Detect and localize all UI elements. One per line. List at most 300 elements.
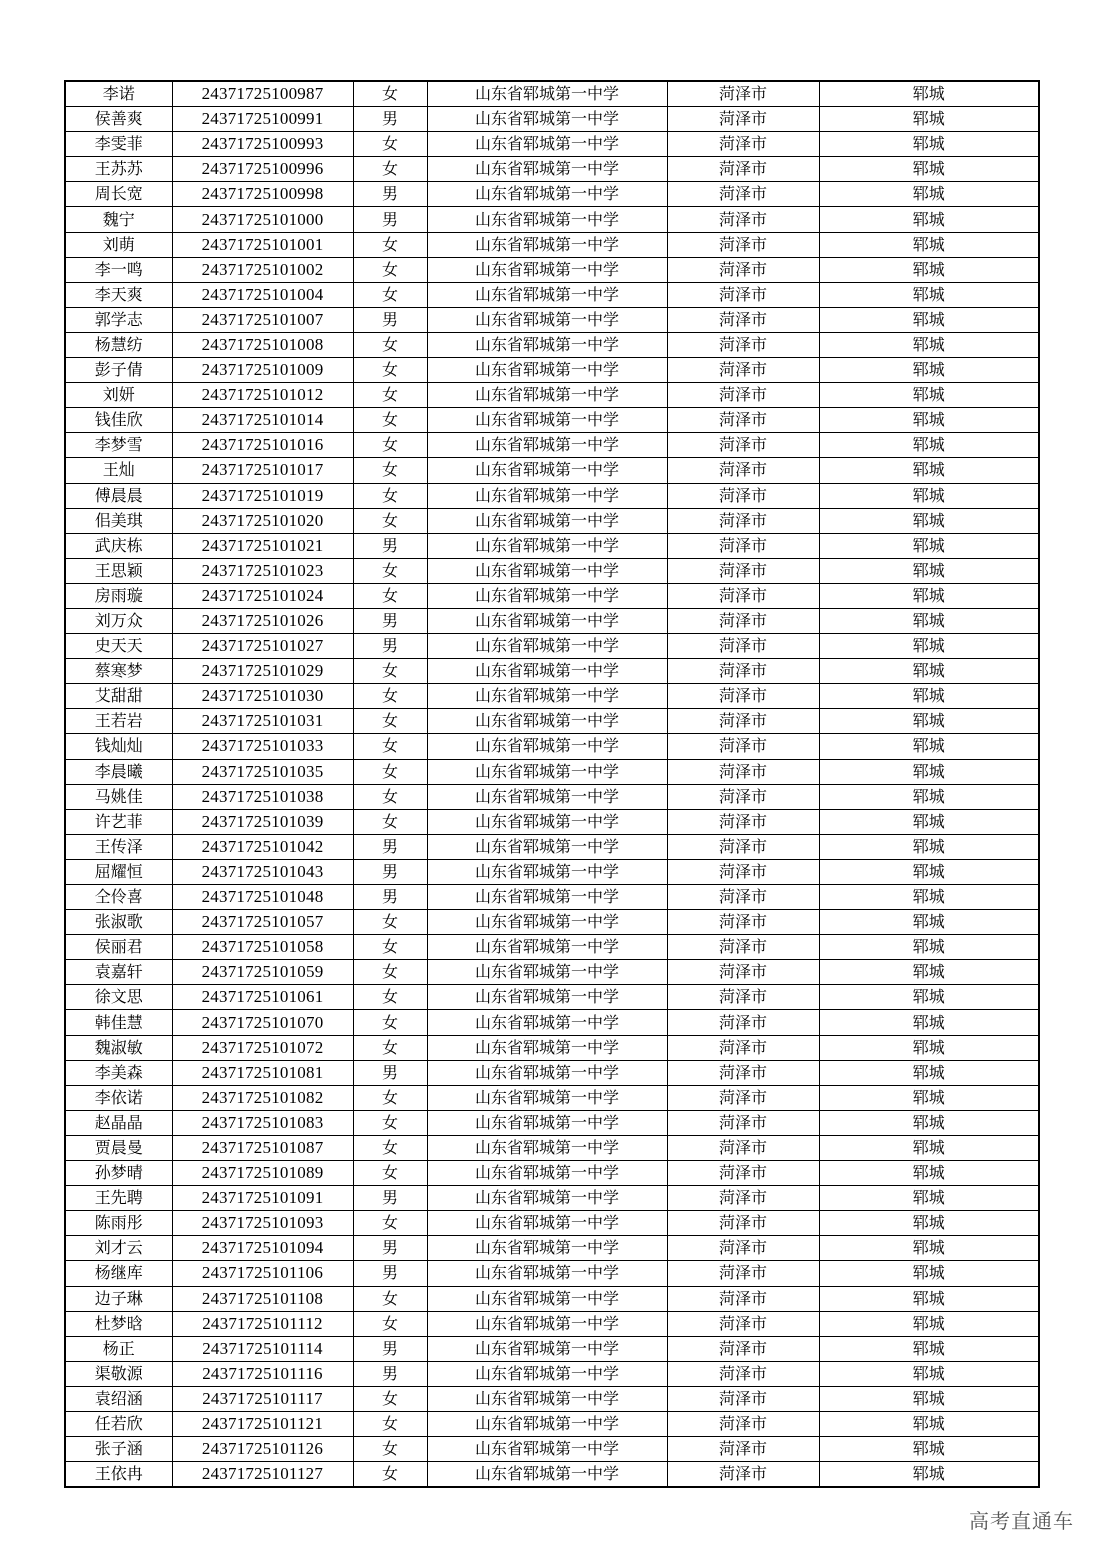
- exam-id-cell: 24371725101009: [172, 358, 353, 383]
- school-cell: 山东省郓城第一中学: [427, 734, 667, 759]
- gender-cell: 女: [353, 157, 427, 182]
- city-cell: 菏泽市: [667, 834, 819, 859]
- student-name-cell: 周长宽: [65, 182, 172, 207]
- gender-cell: 女: [353, 734, 427, 759]
- county-cell: 郓城: [819, 257, 1039, 282]
- exam-id-cell: 24371725101026: [172, 608, 353, 633]
- school-cell: 山东省郓城第一中学: [427, 1186, 667, 1211]
- table-row: [65, 282, 1039, 307]
- county-cell: 郓城: [819, 383, 1039, 408]
- school-cell: 山东省郓城第一中学: [427, 1161, 667, 1186]
- table-row: [65, 935, 1039, 960]
- student-name-cell: 杨正: [65, 1336, 172, 1361]
- exam-id-cell: 24371725101012: [172, 383, 353, 408]
- school-cell: 山东省郓城第一中学: [427, 1035, 667, 1060]
- county-cell: 郓城: [819, 1462, 1039, 1488]
- student-name-cell: 仝伶喜: [65, 885, 172, 910]
- gender-cell: 男: [353, 859, 427, 884]
- table-row: [65, 910, 1039, 935]
- exam-id-cell: 24371725101019: [172, 483, 353, 508]
- school-cell: 山东省郓城第一中学: [427, 1411, 667, 1436]
- city-cell: 菏泽市: [667, 985, 819, 1010]
- city-cell: 菏泽市: [667, 1085, 819, 1110]
- watermark-text: 高考直通车: [969, 1509, 1074, 1533]
- table-row: [65, 533, 1039, 558]
- school-cell: 山东省郓城第一中学: [427, 558, 667, 583]
- table-row: [65, 809, 1039, 834]
- exam-id-cell: 24371725101033: [172, 734, 353, 759]
- city-cell: 菏泽市: [667, 533, 819, 558]
- table-row: [65, 433, 1039, 458]
- student-name-cell: 刘万众: [65, 608, 172, 633]
- county-cell: 郓城: [819, 1060, 1039, 1085]
- county-cell: 郓城: [819, 759, 1039, 784]
- exam-id-cell: 24371725101020: [172, 508, 353, 533]
- city-cell: 菏泽市: [667, 558, 819, 583]
- county-cell: 郓城: [819, 232, 1039, 257]
- county-cell: 郓城: [819, 81, 1039, 107]
- gender-cell: 女: [353, 1010, 427, 1035]
- city-cell: 菏泽市: [667, 583, 819, 608]
- school-cell: 山东省郓城第一中学: [427, 1311, 667, 1336]
- city-cell: 菏泽市: [667, 207, 819, 232]
- student-name-cell: 袁绍涵: [65, 1386, 172, 1411]
- gender-cell: 男: [353, 1060, 427, 1085]
- city-cell: 菏泽市: [667, 408, 819, 433]
- table-row: [65, 1085, 1039, 1110]
- county-cell: 郓城: [819, 1236, 1039, 1261]
- school-cell: 山东省郓城第一中学: [427, 910, 667, 935]
- school-cell: 山东省郓城第一中学: [427, 784, 667, 809]
- exam-id-cell: 24371725101007: [172, 307, 353, 332]
- exam-id-cell: 24371725101127: [172, 1462, 353, 1488]
- exam-id-cell: 24371725101031: [172, 709, 353, 734]
- gender-cell: 女: [353, 1135, 427, 1160]
- gender-cell: 男: [353, 1336, 427, 1361]
- county-cell: 郓城: [819, 332, 1039, 357]
- gender-cell: 女: [353, 1035, 427, 1060]
- county-cell: 郓城: [819, 483, 1039, 508]
- county-cell: 郓城: [819, 985, 1039, 1010]
- exam-id-cell: 24371725101057: [172, 910, 353, 935]
- table-row: [65, 1462, 1039, 1488]
- exam-id-cell: 24371725101089: [172, 1161, 353, 1186]
- city-cell: 菏泽市: [667, 1336, 819, 1361]
- student-name-cell: 孙梦晴: [65, 1161, 172, 1186]
- table-row: [65, 458, 1039, 483]
- student-name-cell: 王苏苏: [65, 157, 172, 182]
- city-cell: 菏泽市: [667, 1462, 819, 1488]
- table-row: [65, 408, 1039, 433]
- city-cell: 菏泽市: [667, 734, 819, 759]
- exam-id-cell: 24371725100993: [172, 132, 353, 157]
- city-cell: 菏泽市: [667, 935, 819, 960]
- table-row: [65, 834, 1039, 859]
- student-name-cell: 李雯菲: [65, 132, 172, 157]
- exam-id-cell: 24371725101023: [172, 558, 353, 583]
- school-cell: 山东省郓城第一中学: [427, 1060, 667, 1085]
- gender-cell: 女: [353, 232, 427, 257]
- school-cell: 山东省郓城第一中学: [427, 935, 667, 960]
- table-row: [65, 1311, 1039, 1336]
- exam-id-cell: 24371725101001: [172, 232, 353, 257]
- student-name-cell: 贾晨曼: [65, 1135, 172, 1160]
- table-row: [65, 1261, 1039, 1286]
- gender-cell: 男: [353, 1186, 427, 1211]
- gender-cell: 女: [353, 1437, 427, 1462]
- city-cell: 菏泽市: [667, 859, 819, 884]
- school-cell: 山东省郓城第一中学: [427, 1286, 667, 1311]
- student-name-cell: 袁嘉轩: [65, 960, 172, 985]
- table-row: [65, 634, 1039, 659]
- city-cell: 菏泽市: [667, 1161, 819, 1186]
- county-cell: 郓城: [819, 1311, 1039, 1336]
- table-row: [65, 784, 1039, 809]
- city-cell: 菏泽市: [667, 1211, 819, 1236]
- county-cell: 郓城: [819, 433, 1039, 458]
- student-name-cell: 李一鸣: [65, 257, 172, 282]
- student-name-cell: 房雨璇: [65, 583, 172, 608]
- student-name-cell: 韩佳慧: [65, 1010, 172, 1035]
- gender-cell: 女: [353, 709, 427, 734]
- roster-body: [65, 81, 1039, 1487]
- county-cell: 郓城: [819, 458, 1039, 483]
- gender-cell: 男: [353, 207, 427, 232]
- school-cell: 山东省郓城第一中学: [427, 1236, 667, 1261]
- table-row: [65, 1361, 1039, 1386]
- school-cell: 山东省郓城第一中学: [427, 282, 667, 307]
- gender-cell: 女: [353, 132, 427, 157]
- gender-cell: 女: [353, 759, 427, 784]
- gender-cell: 女: [353, 358, 427, 383]
- gender-cell: 女: [353, 935, 427, 960]
- exam-id-cell: 24371725100996: [172, 157, 353, 182]
- exam-id-cell: 24371725101061: [172, 985, 353, 1010]
- table-row: [65, 207, 1039, 232]
- city-cell: 菏泽市: [667, 1010, 819, 1035]
- table-row: [65, 1060, 1039, 1085]
- gender-cell: 女: [353, 332, 427, 357]
- city-cell: 菏泽市: [667, 232, 819, 257]
- school-cell: 山东省郓城第一中学: [427, 1211, 667, 1236]
- county-cell: 郓城: [819, 1161, 1039, 1186]
- gender-cell: 女: [353, 910, 427, 935]
- city-cell: 菏泽市: [667, 483, 819, 508]
- table-row: [65, 985, 1039, 1010]
- exam-id-cell: 24371725101087: [172, 1135, 353, 1160]
- gender-cell: 男: [353, 107, 427, 132]
- table-row: [65, 508, 1039, 533]
- county-cell: 郓城: [819, 935, 1039, 960]
- gender-cell: 男: [353, 533, 427, 558]
- student-name-cell: 王思颖: [65, 558, 172, 583]
- county-cell: 郓城: [819, 1286, 1039, 1311]
- student-name-cell: 彭子倩: [65, 358, 172, 383]
- county-cell: 郓城: [819, 1211, 1039, 1236]
- student-name-cell: 陈雨彤: [65, 1211, 172, 1236]
- table-row: [65, 332, 1039, 357]
- school-cell: 山东省郓城第一中学: [427, 483, 667, 508]
- city-cell: 菏泽市: [667, 307, 819, 332]
- exam-id-cell: 24371725101035: [172, 759, 353, 784]
- city-cell: 菏泽市: [667, 1135, 819, 1160]
- exam-id-cell: 24371725101083: [172, 1110, 353, 1135]
- school-cell: 山东省郓城第一中学: [427, 809, 667, 834]
- gender-cell: 女: [353, 458, 427, 483]
- student-name-cell: 武庆栋: [65, 533, 172, 558]
- school-cell: 山东省郓城第一中学: [427, 985, 667, 1010]
- exam-id-cell: 24371725101058: [172, 935, 353, 960]
- school-cell: 山东省郓城第一中学: [427, 634, 667, 659]
- exam-id-cell: 24371725101030: [172, 684, 353, 709]
- county-cell: 郓城: [819, 859, 1039, 884]
- gender-cell: 男: [353, 608, 427, 633]
- table-row: [65, 1135, 1039, 1160]
- county-cell: 郓城: [819, 207, 1039, 232]
- table-row: [65, 1211, 1039, 1236]
- student-name-cell: 郭学志: [65, 307, 172, 332]
- table-row: [65, 1110, 1039, 1135]
- exam-id-cell: 24371725101039: [172, 809, 353, 834]
- exam-id-cell: 24371725101014: [172, 408, 353, 433]
- gender-cell: 女: [353, 1462, 427, 1488]
- county-cell: 郓城: [819, 809, 1039, 834]
- city-cell: 菏泽市: [667, 684, 819, 709]
- student-name-cell: 钱灿灿: [65, 734, 172, 759]
- school-cell: 山东省郓城第一中学: [427, 307, 667, 332]
- county-cell: 郓城: [819, 1437, 1039, 1462]
- county-cell: 郓城: [819, 533, 1039, 558]
- exam-id-cell: 24371725101106: [172, 1261, 353, 1286]
- school-cell: 山东省郓城第一中学: [427, 709, 667, 734]
- county-cell: 郓城: [819, 885, 1039, 910]
- table-row: [65, 608, 1039, 633]
- school-cell: 山东省郓城第一中学: [427, 859, 667, 884]
- table-row: [65, 684, 1039, 709]
- city-cell: 菏泽市: [667, 1286, 819, 1311]
- county-cell: 郓城: [819, 508, 1039, 533]
- county-cell: 郓城: [819, 684, 1039, 709]
- table-row: [65, 1286, 1039, 1311]
- school-cell: 山东省郓城第一中学: [427, 885, 667, 910]
- gender-cell: 男: [353, 634, 427, 659]
- county-cell: 郓城: [819, 784, 1039, 809]
- county-cell: 郓城: [819, 960, 1039, 985]
- exam-id-cell: 24371725100998: [172, 182, 353, 207]
- county-cell: 郓城: [819, 1411, 1039, 1436]
- exam-id-cell: 24371725101070: [172, 1010, 353, 1035]
- school-cell: 山东省郓城第一中学: [427, 408, 667, 433]
- student-name-cell: 王依冉: [65, 1462, 172, 1488]
- county-cell: 郓城: [819, 583, 1039, 608]
- gender-cell: 女: [353, 1386, 427, 1411]
- gender-cell: 女: [353, 1110, 427, 1135]
- city-cell: 菏泽市: [667, 1261, 819, 1286]
- table-row: [65, 709, 1039, 734]
- student-name-cell: 魏宁: [65, 207, 172, 232]
- city-cell: 菏泽市: [667, 759, 819, 784]
- gender-cell: 女: [353, 960, 427, 985]
- city-cell: 菏泽市: [667, 1437, 819, 1462]
- county-cell: 郓城: [819, 659, 1039, 684]
- gender-cell: 女: [353, 383, 427, 408]
- county-cell: 郓城: [819, 1386, 1039, 1411]
- student-name-cell: 渠敬源: [65, 1361, 172, 1386]
- county-cell: 郓城: [819, 834, 1039, 859]
- county-cell: 郓城: [819, 608, 1039, 633]
- table-row: [65, 1386, 1039, 1411]
- school-cell: 山东省郓城第一中学: [427, 1336, 667, 1361]
- school-cell: 山东省郓城第一中学: [427, 1135, 667, 1160]
- school-cell: 山东省郓城第一中学: [427, 659, 667, 684]
- gender-cell: 女: [353, 81, 427, 107]
- city-cell: 菏泽市: [667, 1386, 819, 1411]
- student-name-cell: 赵晶晶: [65, 1110, 172, 1135]
- student-name-cell: 王灿: [65, 458, 172, 483]
- gender-cell: 男: [353, 182, 427, 207]
- table-row: [65, 659, 1039, 684]
- exam-id-cell: 24371725101038: [172, 784, 353, 809]
- student-name-cell: 李晨曦: [65, 759, 172, 784]
- school-cell: 山东省郓城第一中学: [427, 257, 667, 282]
- city-cell: 菏泽市: [667, 1035, 819, 1060]
- gender-cell: 女: [353, 1286, 427, 1311]
- table-row: [65, 358, 1039, 383]
- gender-cell: 男: [353, 307, 427, 332]
- school-cell: 山东省郓城第一中学: [427, 1386, 667, 1411]
- city-cell: 菏泽市: [667, 282, 819, 307]
- county-cell: 郓城: [819, 1035, 1039, 1060]
- table-row: [65, 1010, 1039, 1035]
- student-name-cell: 李美森: [65, 1060, 172, 1085]
- gender-cell: 女: [353, 1161, 427, 1186]
- school-cell: 山东省郓城第一中学: [427, 1462, 667, 1488]
- student-name-cell: 刘萌: [65, 232, 172, 257]
- table-row: [65, 558, 1039, 583]
- gender-cell: 女: [353, 558, 427, 583]
- student-name-cell: 杜梦晗: [65, 1311, 172, 1336]
- county-cell: 郓城: [819, 408, 1039, 433]
- gender-cell: 女: [353, 1085, 427, 1110]
- school-cell: 山东省郓城第一中学: [427, 1261, 667, 1286]
- exam-id-cell: 24371725101094: [172, 1236, 353, 1261]
- student-name-cell: 傅晨晨: [65, 483, 172, 508]
- county-cell: 郓城: [819, 558, 1039, 583]
- city-cell: 菏泽市: [667, 709, 819, 734]
- table-row: [65, 1236, 1039, 1261]
- county-cell: 郓城: [819, 1110, 1039, 1135]
- exam-id-cell: 24371725101114: [172, 1336, 353, 1361]
- student-name-cell: 屈耀恒: [65, 859, 172, 884]
- school-cell: 山东省郓城第一中学: [427, 834, 667, 859]
- school-cell: 山东省郓城第一中学: [427, 458, 667, 483]
- student-name-cell: 魏淑敏: [65, 1035, 172, 1060]
- county-cell: 郓城: [819, 709, 1039, 734]
- table-row: [65, 885, 1039, 910]
- city-cell: 菏泽市: [667, 809, 819, 834]
- school-cell: 山东省郓城第一中学: [427, 232, 667, 257]
- city-cell: 菏泽市: [667, 1361, 819, 1386]
- gender-cell: 男: [353, 1236, 427, 1261]
- table-row: [65, 232, 1039, 257]
- city-cell: 菏泽市: [667, 608, 819, 633]
- city-cell: 菏泽市: [667, 332, 819, 357]
- city-cell: 菏泽市: [667, 1236, 819, 1261]
- exam-id-cell: 24371725101042: [172, 834, 353, 859]
- city-cell: 菏泽市: [667, 81, 819, 107]
- county-cell: 郓城: [819, 1336, 1039, 1361]
- gender-cell: 女: [353, 985, 427, 1010]
- school-cell: 山东省郓城第一中学: [427, 107, 667, 132]
- table-row: [65, 1437, 1039, 1462]
- student-name-cell: 李诺: [65, 81, 172, 107]
- city-cell: 菏泽市: [667, 1110, 819, 1135]
- city-cell: 菏泽市: [667, 1060, 819, 1085]
- county-cell: 郓城: [819, 157, 1039, 182]
- exam-id-cell: 24371725101043: [172, 859, 353, 884]
- county-cell: 郓城: [819, 734, 1039, 759]
- table-row: [65, 107, 1039, 132]
- table-row: [65, 759, 1039, 784]
- student-name-cell: 刘才云: [65, 1236, 172, 1261]
- city-cell: 菏泽市: [667, 182, 819, 207]
- exam-id-cell: 24371725101081: [172, 1060, 353, 1085]
- exam-id-cell: 24371725101112: [172, 1311, 353, 1336]
- table-row: [65, 859, 1039, 884]
- student-name-cell: 李天爽: [65, 282, 172, 307]
- exam-id-cell: 24371725100991: [172, 107, 353, 132]
- city-cell: 菏泽市: [667, 132, 819, 157]
- school-cell: 山东省郓城第一中学: [427, 332, 667, 357]
- school-cell: 山东省郓城第一中学: [427, 207, 667, 232]
- exam-id-cell: 24371725101072: [172, 1035, 353, 1060]
- table-row: [65, 383, 1039, 408]
- student-name-cell: 侯善爽: [65, 107, 172, 132]
- student-name-cell: 张子涵: [65, 1437, 172, 1462]
- gender-cell: 女: [353, 809, 427, 834]
- county-cell: 郓城: [819, 1010, 1039, 1035]
- student-name-cell: 许艺菲: [65, 809, 172, 834]
- exam-id-cell: 24371725101126: [172, 1437, 353, 1462]
- school-cell: 山东省郓城第一中学: [427, 81, 667, 107]
- exam-id-cell: 24371725101059: [172, 960, 353, 985]
- school-cell: 山东省郓城第一中学: [427, 608, 667, 633]
- county-cell: 郓城: [819, 107, 1039, 132]
- county-cell: 郓城: [819, 910, 1039, 935]
- exam-id-cell: 24371725101024: [172, 583, 353, 608]
- exam-id-cell: 24371725101082: [172, 1085, 353, 1110]
- city-cell: 菏泽市: [667, 885, 819, 910]
- student-name-cell: 刘妍: [65, 383, 172, 408]
- student-name-cell: 杨继库: [65, 1261, 172, 1286]
- exam-id-cell: 24371725101002: [172, 257, 353, 282]
- student-name-cell: 边子琳: [65, 1286, 172, 1311]
- school-cell: 山东省郓城第一中学: [427, 759, 667, 784]
- student-name-cell: 徐文思: [65, 985, 172, 1010]
- exam-id-cell: 24371725101091: [172, 1186, 353, 1211]
- exam-id-cell: 24371725101108: [172, 1286, 353, 1311]
- gender-cell: 男: [353, 834, 427, 859]
- student-name-cell: 蔡寒梦: [65, 659, 172, 684]
- gender-cell: 女: [353, 433, 427, 458]
- school-cell: 山东省郓城第一中学: [427, 157, 667, 182]
- exam-id-cell: 24371725101017: [172, 458, 353, 483]
- student-name-cell: 王传泽: [65, 834, 172, 859]
- student-name-cell: 马姚佳: [65, 784, 172, 809]
- school-cell: 山东省郓城第一中学: [427, 383, 667, 408]
- gender-cell: 男: [353, 885, 427, 910]
- student-name-cell: 张淑歌: [65, 910, 172, 935]
